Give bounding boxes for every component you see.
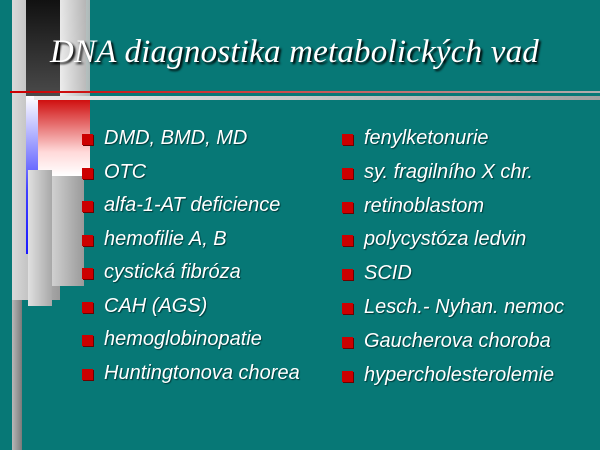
list-item-label: fenylketonurie — [364, 127, 489, 149]
square-bullet-icon — [82, 268, 93, 279]
list-item-label: retinoblastom — [364, 194, 485, 217]
square-bullet-icon — [342, 303, 353, 314]
list-item-label: Gaucherova choroba — [364, 329, 551, 352]
square-bullet-icon — [82, 302, 93, 313]
square-bullet-icon — [342, 168, 353, 179]
title-divider — [10, 91, 600, 93]
list-item-label: Huntingtonova chorea — [104, 361, 300, 384]
square-bullet-icon — [342, 134, 353, 145]
square-bullet-icon — [342, 269, 353, 280]
list-item-label: DMD, BMD, MD — [104, 127, 248, 149]
list-item — [340, 293, 600, 321]
slide-title: DNA diagnostika metabolických vad — [50, 34, 539, 70]
list-item-label: cystická fibróza — [104, 261, 241, 283]
list-item — [80, 225, 335, 253]
list-item — [80, 124, 335, 152]
list-item — [80, 359, 335, 387]
square-bullet-icon — [82, 335, 93, 346]
list-item — [80, 292, 335, 320]
list-item — [340, 192, 600, 220]
square-bullet-icon — [82, 369, 93, 380]
square-bullet-icon — [82, 235, 93, 246]
list-item-label: alfa-1-AT deficience — [104, 194, 281, 216]
list-item — [80, 258, 335, 286]
list-item — [340, 124, 600, 152]
list-item-label: sy. fragilního X chr. — [364, 160, 533, 183]
list-item — [340, 327, 600, 355]
square-bullet-icon — [342, 337, 353, 348]
list-item-label: hemofilie A, B — [104, 227, 227, 250]
title-divider — [34, 96, 600, 100]
list-item — [340, 225, 600, 253]
square-bullet-icon — [82, 201, 93, 212]
list-item-label: Lesch.- Nyhan. nemoc — [364, 295, 565, 318]
list-item — [80, 191, 335, 219]
list-item-label: hemoglobinopatie — [104, 328, 262, 350]
square-bullet-icon — [342, 202, 353, 213]
list-item — [80, 158, 335, 186]
list-item-label: CAH (AGS) — [104, 294, 208, 317]
decorative-bar — [12, 300, 22, 450]
list-item-label: OTC — [104, 160, 147, 183]
list-item — [340, 259, 600, 287]
list-item — [340, 361, 600, 389]
decorative-bar — [28, 170, 52, 306]
square-bullet-icon — [342, 235, 353, 246]
list-item — [340, 158, 600, 186]
list-item-label: polycystóza ledvin — [364, 228, 527, 251]
right-bullet-list — [340, 124, 600, 394]
square-bullet-icon — [82, 134, 93, 145]
square-bullet-icon — [342, 371, 353, 382]
left-bullet-list — [80, 124, 335, 392]
list-item — [80, 325, 335, 353]
list-item-label: SCID — [364, 262, 412, 285]
square-bullet-icon — [82, 168, 93, 179]
list-item-label: hypercholesterolemie — [364, 363, 555, 386]
